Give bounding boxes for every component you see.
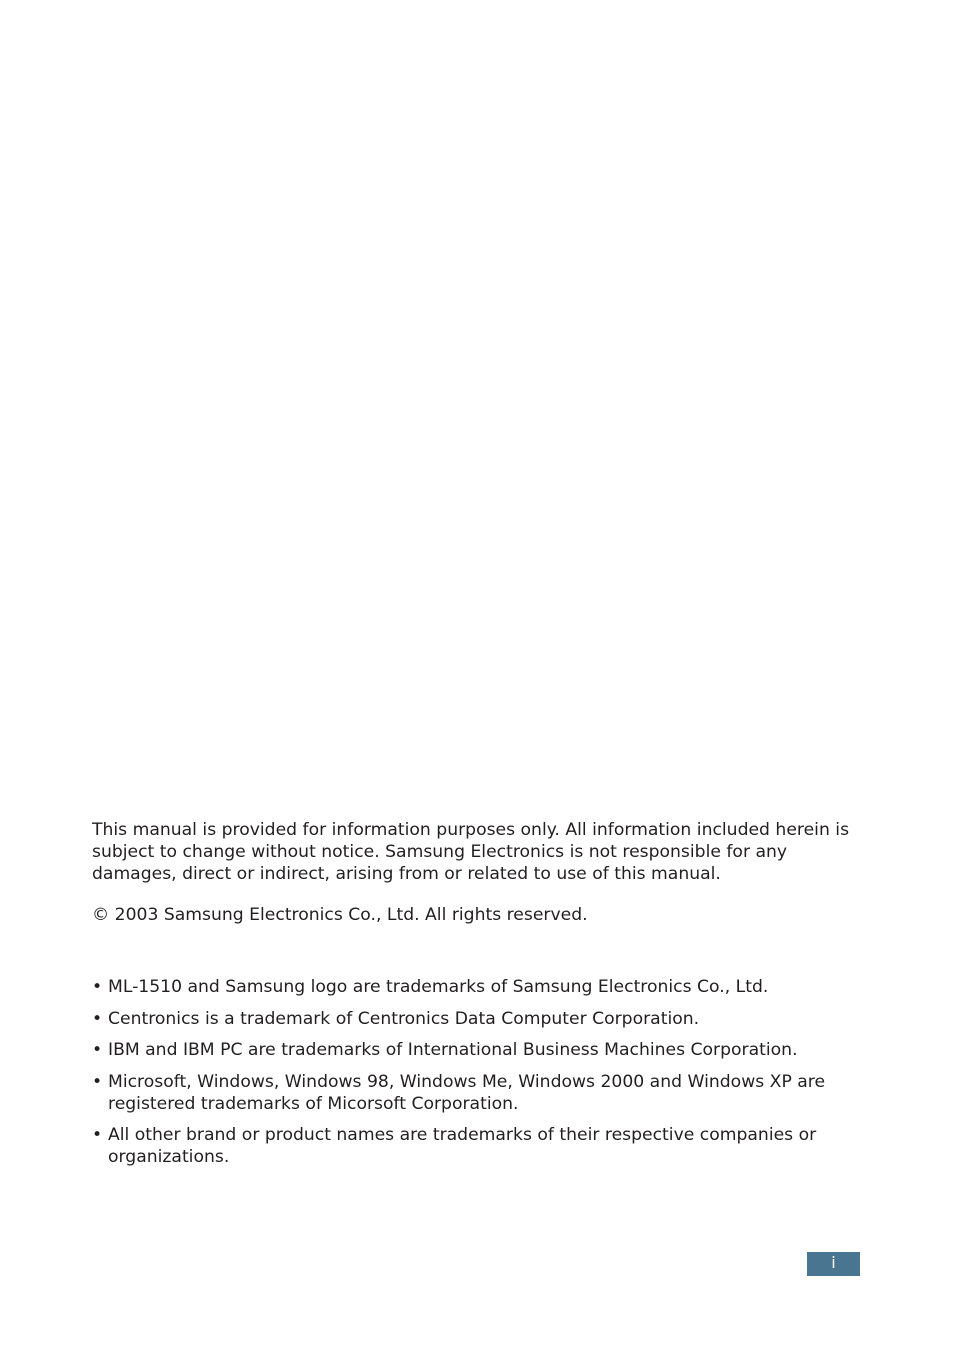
trademark-text: Microsoft, Windows, Windows 98, Windows Me, Windows 2000 and Windows XP are registered trademarks of Micorsoft Corporation. — [108, 1071, 826, 1114]
trademark-text: All other brand or product names are trademarks of their respective companies or organizations. — [108, 1125, 817, 1167]
trademark-text: Centronics is a trademark of Centronics Data Computer Corporation. — [108, 1008, 700, 1029]
bullet-icon: • — [92, 1040, 103, 1060]
page-number-badge: i — [807, 1252, 860, 1276]
bullet-icon: • — [92, 977, 103, 997]
trademark-list — [92, 976, 862, 1168]
list-item — [92, 1039, 862, 1061]
legal-notice — [92, 819, 862, 1178]
copyright-text: © 2003 Samsung Electronics Co., Ltd. All rights reserved. — [92, 905, 588, 925]
bullet-icon: • — [92, 1125, 103, 1145]
list-item — [92, 1124, 862, 1168]
list-item — [92, 976, 862, 998]
trademark-text: ML-1510 and Samsung logo are trademarks of Samsung Electronics Co., Ltd. — [108, 977, 769, 997]
bullet-icon: • — [92, 1071, 103, 1092]
disclaimer-text: This manual is provided for information purposes only. All information included herein is subject to change without notice. Samsung Electronics is not responsible for any damages, direct or indirect, arising from or related to use of this manual. — [92, 820, 850, 884]
bullet-icon: • — [92, 1008, 103, 1029]
trademark-text: IBM and IBM PC are trademarks of International Business Machines Corporation. — [108, 1040, 798, 1060]
list-item — [92, 1071, 862, 1115]
list-item — [92, 1008, 862, 1030]
